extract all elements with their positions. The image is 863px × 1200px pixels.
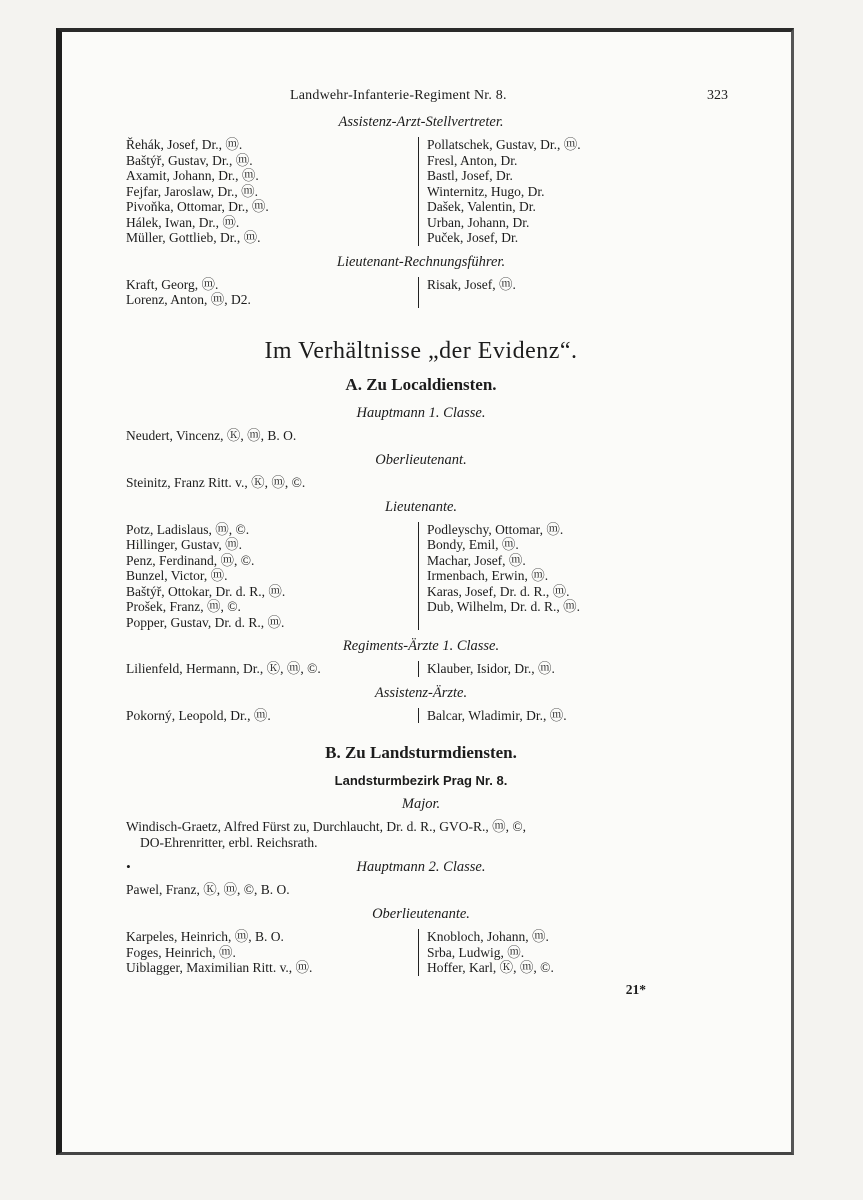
list-item: Axamit, Johann, Dr., ⓜ. xyxy=(126,168,259,183)
list-item: Karpeles, Heinrich, ⓜ, B. O. xyxy=(126,929,284,944)
subsection-heading-a: A. Zu Localdiensten. xyxy=(345,374,497,394)
list-item: Winternitz, Hugo, Dr. xyxy=(427,183,545,199)
list-item: Bastl, Josef, Dr. xyxy=(427,168,513,183)
list-item: Hálek, Iwan, Dr., ⓜ. xyxy=(126,214,240,230)
name-list-left xyxy=(126,708,418,724)
list-item: Irmenbach, Erwin, ⓜ. xyxy=(427,568,549,583)
rank-heading: Oberlieutenant. xyxy=(375,451,467,468)
running-head xyxy=(126,88,728,110)
list-item: Pawel, Franz, Ⓚ, ⓜ, ©, B. O. xyxy=(126,882,290,897)
rank-heading: Lieutenant-Rechnungsführer. xyxy=(336,253,506,270)
list-item: Müller, Gottlieb, Dr., ⓜ. xyxy=(126,230,261,245)
list-item: Dašek, Valentin, Dr. xyxy=(427,199,536,214)
list-item: Fresl, Anton, Dr. xyxy=(427,152,518,168)
list-item: Knobloch, Johann, ⓜ. xyxy=(427,929,549,944)
list-item: Urban, Johann, Dr. xyxy=(427,214,530,230)
list-item xyxy=(126,819,716,851)
list-item-line: Windisch-Graetz, Alfred Fürst zu, Durchlaucht, Dr. d. R., GVO-R., ⓜ, ©, xyxy=(126,819,527,834)
name-list-left xyxy=(126,661,418,677)
list-item: Pivoňka, Ottomar, Dr., ⓜ. xyxy=(126,199,269,214)
rank-heading: Hauptmann 1. Classe. xyxy=(356,404,486,421)
list-item: Bondy, Emil, ⓜ. xyxy=(427,537,519,552)
rank-heading: Oberlieutenante. xyxy=(372,906,470,922)
list-item: Baštýř, Ottokar, Dr. d. R., ⓜ. xyxy=(126,583,286,599)
running-head-title: Landwehr-Infanterie-Regiment Nr. 8. xyxy=(290,88,507,103)
name-list-left xyxy=(126,137,418,246)
rank-heading: Hauptmann 2. Classe. xyxy=(356,859,486,875)
list-item: Lorenz, Anton, ⓜ, D2. xyxy=(126,292,251,307)
rank-heading: Regiments-Ärzte 1. Classe. xyxy=(342,638,500,654)
document-page xyxy=(56,28,794,1155)
list-item: Popper, Gustav, Dr. d. R., ⓜ. xyxy=(126,614,285,630)
list-item: Risak, Josef, ⓜ. xyxy=(427,276,516,292)
list-item: Penz, Ferdinand, ⓜ, ©. xyxy=(126,552,255,568)
rank-heading: Lieutenante. xyxy=(384,498,458,515)
name-list xyxy=(126,277,716,308)
list-item: Potz, Ladislaus, ⓜ, ©. xyxy=(126,521,250,537)
list-item: Pollatschek, Gustav, Dr., ⓜ. xyxy=(427,137,581,152)
list-item: Srba, Ludwig, ⓜ. xyxy=(427,944,525,960)
list-item: Baštýř, Gustav, Dr., ⓜ. xyxy=(126,152,253,168)
list-item: Kraft, Georg, ⓜ. xyxy=(126,276,219,292)
name-list-left xyxy=(126,522,418,631)
rank-heading: Major. xyxy=(401,796,441,812)
list-item: Fejfar, Jaroslaw, Dr., ⓜ. xyxy=(126,183,259,199)
list-item: Karas, Josef, Dr. d. R., ⓜ. xyxy=(427,583,570,599)
name-list xyxy=(126,522,716,631)
list-item: Puček, Josef, Dr. xyxy=(427,230,519,245)
name-list xyxy=(126,137,716,246)
list-item: Balcar, Wladimir, Dr., ⓜ. xyxy=(427,707,567,723)
list-item: Pokorný, Leopold, Dr., ⓜ. xyxy=(126,707,271,723)
list-item: Foges, Heinrich, ⓜ. xyxy=(126,944,236,960)
name-list xyxy=(126,661,716,677)
rank-heading-row xyxy=(126,859,716,876)
name-list-right xyxy=(418,708,716,724)
name-list-right xyxy=(418,137,716,246)
name-list xyxy=(126,708,716,724)
page-content xyxy=(126,88,728,998)
rank-heading: Assistenz-Arzt-Stellvertreter. xyxy=(338,114,504,130)
district-heading: Landsturmbezirk Prag Nr. 8. xyxy=(334,773,508,788)
rank-heading: Assistenz-Ärzte. xyxy=(374,684,468,701)
name-list-right xyxy=(418,661,716,677)
name-list-left xyxy=(126,929,418,976)
name-list-right xyxy=(418,522,716,631)
list-item: Podleyschy, Ottomar, ⓜ. xyxy=(427,521,564,537)
bullet-mark: • xyxy=(126,859,131,874)
list-item: Dub, Wilhelm, Dr. d. R., ⓜ. xyxy=(427,599,580,614)
list-item: Machar, Josef, ⓜ. xyxy=(427,552,526,568)
subsection-heading-b: B. Zu Landsturmdiensten. xyxy=(325,743,517,762)
page-number: 323 xyxy=(707,88,728,103)
name-list-right xyxy=(418,929,716,976)
list-item: Klauber, Isidor, Dr., ⓜ. xyxy=(427,661,555,676)
list-item: Hillinger, Gustav, ⓜ. xyxy=(126,537,242,552)
list-item: Lilienfeld, Hermann, Dr., Ⓚ, ⓜ, ©. xyxy=(126,661,321,676)
list-item: Neudert, Vincenz, Ⓚ, ⓜ, B. O. xyxy=(126,427,297,443)
list-item: Bunzel, Victor, ⓜ. xyxy=(126,568,228,583)
signature-mark: 21* xyxy=(625,981,646,997)
section-heading-evidenz: Im Verhältnisse „der Evidenz“. xyxy=(264,337,578,364)
name-list-left xyxy=(126,277,418,308)
list-item: Uiblagger, Maximilian Ritt. v., ⓜ. xyxy=(126,960,313,975)
list-item: Steinitz, Franz Ritt. v., Ⓚ, ⓜ, ©. xyxy=(126,474,306,490)
list-item: Prošek, Franz, ⓜ, ©. xyxy=(126,599,241,614)
list-item-continuation: DO-Ehrenritter, erbl. Reichsrath. xyxy=(140,835,318,850)
name-list-right xyxy=(418,277,716,308)
name-list xyxy=(126,929,716,976)
list-item: Řehák, Josef, Dr., ⓜ. xyxy=(126,137,243,152)
list-item: Hoffer, Karl, Ⓚ, ⓜ, ©. xyxy=(427,960,554,975)
